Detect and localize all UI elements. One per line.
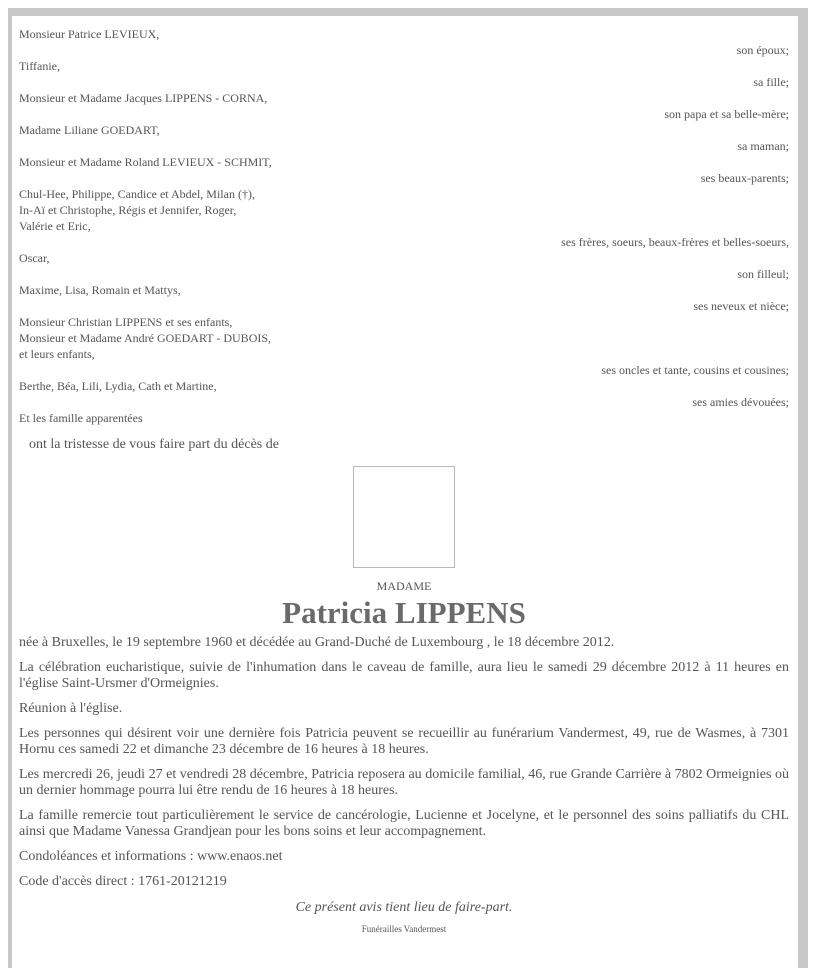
family-member-line: Monsieur Patrice LEVIEUX, [19,27,160,41]
family-entry [19,410,789,426]
family-member-line: Valérie et Eric, [19,219,91,233]
family-member-line: Maxime, Lisa, Romain et Mattys, [19,283,181,297]
funeral-home-footer: Funérailles Vandermest [361,924,447,934]
family-member-line: Chul-Hee, Philippe, Candice et Abdel, Milan (†), [19,187,255,201]
family-member-line: Oscar, [19,251,50,265]
family-member-line: Monsieur Christian LIPPENS et ses enfants, [19,315,233,329]
domicile-paragraph: Les mercredi 26, jeudi 27 et vendredi 28 décembre, Patricia reposera au domicile familial, 46, rue Grande Carrière à 7802 Ormeignies où un dernier hommage pourra lui être rendu de 16 heures à 18 heures. [19,767,789,798]
funerarium-paragraph: Les personnes qui désirent voir une dernière fois Patricia peuvent se recueillir au funérarium Vandermest, 49, rue de Wasmes, à 7301 Hornu ces samedi 22 et dimanche 23 décembre de 16 heures à 18 heures. [19,726,789,757]
family-relation: ses oncles et tante, cousins et cousines; [601,363,789,377]
family-member-line: Berthe, Béa, Lili, Lydia, Cath et Martine, [19,379,217,393]
family-entry [19,378,789,410]
family-entry [19,122,789,154]
family-member-line: Tiffanie, [19,59,61,73]
frame-top-border [8,8,808,16]
family-entry [19,282,789,314]
family-relation: ses frères, soeurs, beaux-frères et belles-soeurs, [561,235,789,249]
family-member-line: Monsieur et Madame Roland LEVIEUX - SCHMIT, [19,155,272,169]
family-relation: ses beaux-parents; [700,171,789,185]
portrait-placeholder [353,466,455,568]
family-member-line: Monsieur et Madame André GOEDART - DUBOIS, [19,331,272,345]
frame-right-border [798,8,808,968]
family-member-line: Et les famille apparentées [19,411,143,425]
family-relation: sa fille; [753,75,789,89]
family-entry [19,250,789,282]
family-relation: ses amies dévouées; [692,395,789,409]
family-entry [19,90,789,122]
family-relation: son époux; [736,43,789,57]
family-relation: son papa et sa belle-mère; [664,107,789,121]
family-entry [19,314,789,378]
condolences-paragraph: Condoléances et informations : www.enaos.net [19,849,283,864]
family-entry [19,58,789,90]
access-code-paragraph: Code d'accès direct : 1761-20121219 [19,874,227,889]
frame-left-border [8,8,12,968]
family-member-line: Monsieur et Madame Jacques LIPPENS - CORNA, [19,91,268,105]
family-relation: sa maman; [737,139,789,153]
family-relation: son filleul; [737,267,789,281]
family-entry [19,154,789,186]
family-entry [19,26,789,58]
deceased-name: Patricia LIPPENS [282,595,526,630]
closing-note: Ce présent avis tient lieu de faire-part. [295,900,513,915]
family-entry [19,186,789,250]
family-member-line: et leurs enfants, [19,347,95,361]
family-list [19,26,789,426]
intro-text: ont la tristesse de vous faire part du décès de [29,437,279,452]
ceremony-paragraph: La célébration eucharistique, suivie de l'inhumation dans le caveau de famille, aura lieu le samedi 29 décembre 2012 à 11 heures en l'église Saint-Ursmer d'Ormeignies. [19,660,789,691]
family-member-line: In-Aï et Christophe, Régis et Jennifer, Roger, [19,203,237,217]
family-member-line: Madame Liliane GOEDART, [19,123,160,137]
family-relation: ses neveux et nièce; [693,299,789,313]
obituary-notice [19,26,789,935]
birth-death-paragraph: née à Bruxelles, le 19 septembre 1960 et décédée au Grand-Duché de Luxembourg , le 18 décembre 2012. [19,635,615,650]
thanks-paragraph: La famille remercie tout particulièrement le service de cancérologie, Lucienne et Jocelyne, et le personnel des soins palliatifs du CHL ainsi que Madame Vanessa Grandjean pour les bons soins et leur accompagnement. [19,808,789,839]
honorific-title: MADAME [376,579,432,593]
reunion-paragraph: Réunion à l'église. [19,701,123,716]
